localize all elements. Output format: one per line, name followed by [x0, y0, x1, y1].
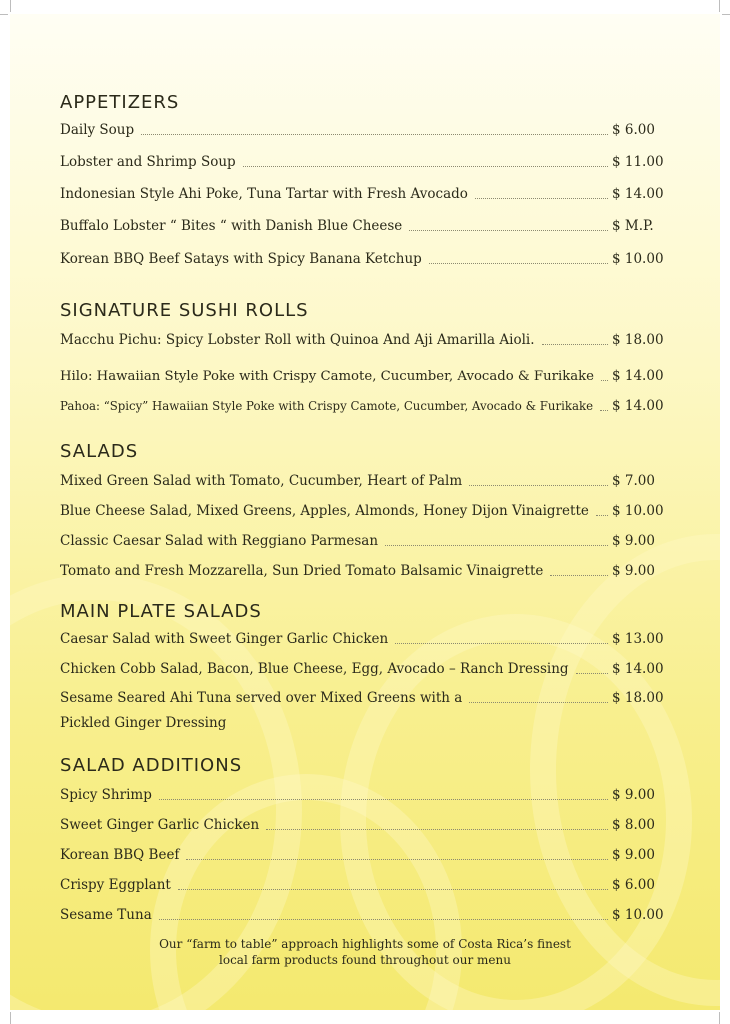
menu-item-name: Sesame Tuna [60, 907, 152, 923]
crop-mark [10, 1012, 11, 1024]
menu-item-price: $ 14.00 [612, 661, 664, 677]
menu-item-name: Lobster and Shrimp Soup [60, 154, 236, 170]
menu-item [60, 503, 670, 525]
menu-item-name: Korean BBQ Beef [60, 847, 180, 863]
menu-item [60, 398, 670, 420]
menu-item-price: $ 7.00 [612, 473, 655, 489]
menu-item-price: $ 9.00 [612, 787, 655, 803]
menu-item-price: $ 10.00 [612, 503, 664, 519]
menu-item-price: $ 14.00 [612, 186, 664, 202]
menu-item-name: Hilo: Hawaiian Style Poke with Crispy Camote, Cucumber, Avocado & Furikake [60, 369, 595, 384]
menu-item [60, 787, 670, 809]
footer-line-1: Our “farm to table” approach highlights some of Costa Rica’s finest [159, 937, 571, 951]
menu-item-name: Daily Soup [60, 122, 135, 138]
section-title-salads: SALADS [60, 441, 139, 462]
menu-item-name: Classic Caesar Salad with Reggiano Parmesan [60, 533, 379, 549]
menu-item-price: $ 13.00 [612, 631, 664, 647]
dotted-leader [159, 919, 608, 920]
crop-mark [722, 14, 730, 15]
dotted-leader [596, 515, 608, 516]
dotted-leader [542, 344, 608, 345]
menu-item-price: $ 14.00 [612, 368, 664, 384]
dotted-leader [395, 643, 608, 644]
menu-item [60, 847, 670, 869]
menu-item-name: Indonesian Style Ahi Poke, Tuna Tartar with Fresh Avocado [60, 186, 468, 202]
dotted-leader [178, 889, 608, 890]
menu-item-price: $ 11.00 [612, 154, 664, 170]
menu-item-name: Pahoa: “Spicy” Hawaiian Style Poke with Crispy Camote, Cucumber, Avocado & Furikake [60, 399, 594, 413]
dotted-leader [141, 134, 608, 135]
menu-item [60, 154, 670, 176]
menu-item [60, 332, 670, 354]
menu-item-price: $ 6.00 [612, 877, 655, 893]
dotted-leader [429, 263, 608, 264]
dotted-leader [550, 575, 608, 576]
menu-item [60, 122, 670, 144]
menu-item-price: $ 6.00 [612, 122, 655, 138]
menu-item-name: Sweet Ginger Garlic Chicken [60, 817, 260, 833]
menu-item-price: $ 9.00 [612, 847, 655, 863]
dotted-leader [159, 799, 608, 800]
menu-item-name: Buffalo Lobster “ Bites “ with Danish Blue Cheese [60, 218, 403, 234]
menu-item [60, 218, 670, 240]
dotted-leader [469, 702, 608, 703]
dotted-leader [243, 166, 608, 167]
menu-item [60, 907, 670, 929]
menu-item [60, 473, 670, 495]
menu-item [60, 631, 670, 653]
dotted-leader [576, 673, 608, 674]
section-title-salad-additions: SALAD ADDITIONS [60, 755, 243, 776]
menu-item [60, 563, 670, 585]
menu-item-price: $ 9.00 [612, 563, 655, 579]
menu-item [60, 661, 670, 683]
section-title-main-plate-salads: MAIN PLATE SALADS [60, 601, 262, 622]
crop-mark [10, 0, 11, 12]
menu-item-price: $ 10.00 [612, 251, 664, 267]
menu-item-name: Crispy Eggplant [60, 877, 171, 893]
menu-footer-note [10, 936, 720, 968]
menu-item-name: Tomato and Fresh Mozzarella, Sun Dried Tomato Balsamic Vinaigrette [60, 563, 544, 579]
menu-item-price: $ 10.00 [612, 907, 664, 923]
dotted-leader [601, 380, 608, 381]
menu-item-price: $ 8.00 [612, 817, 655, 833]
menu-item-name: Macchu Pichu: Spicy Lobster Roll with Quinoa And Aji Amarilla Aioli. [60, 332, 535, 348]
section-title-sushi-rolls: SIGNATURE SUSHI ROLLS [60, 300, 309, 321]
footer-line-2: local farm products found throughout our menu [219, 953, 511, 967]
menu-page [10, 14, 720, 1010]
crop-mark [0, 14, 8, 15]
menu-item-name: Mixed Green Salad with Tomato, Cucumber, Heart of Palm [60, 473, 463, 489]
crop-mark [719, 0, 720, 12]
dotted-leader [600, 410, 608, 411]
menu-item-price: $ 14.00 [612, 398, 664, 414]
menu-item-price: $ M.P. [612, 218, 654, 234]
dotted-leader [469, 485, 608, 486]
menu-item [60, 690, 670, 731]
menu-item-price: $ 9.00 [612, 533, 655, 549]
dotted-leader [186, 859, 608, 860]
menu-item [60, 251, 670, 273]
menu-item-name: Blue Cheese Salad, Mixed Greens, Apples, Almonds, Honey Dijon Vinaigrette [60, 503, 589, 519]
menu-item [60, 186, 670, 208]
dotted-leader [385, 545, 608, 546]
menu-item-name: Sesame Seared Ahi Tuna served over Mixed Greens with a [60, 690, 463, 706]
menu-item-name: Caesar Salad with Sweet Ginger Garlic Chicken [60, 631, 389, 647]
menu-item-price: $ 18.00 [612, 332, 664, 348]
menu-item-name: Korean BBQ Beef Satays with Spicy Banana Ketchup [60, 251, 422, 267]
menu-item-name: Spicy Shrimp [60, 787, 152, 803]
menu-item-name-continued: Pickled Ginger Dressing [60, 715, 227, 731]
menu-item-name: Chicken Cobb Salad, Bacon, Blue Cheese, Egg, Avocado – Ranch Dressing [60, 661, 569, 677]
dotted-leader [266, 829, 608, 830]
section-title-appetizers: APPETIZERS [60, 92, 180, 113]
menu-item [60, 368, 670, 390]
menu-item-price: $ 18.00 [612, 690, 664, 706]
crop-mark [719, 1012, 720, 1024]
menu-item [60, 533, 670, 555]
dotted-leader [475, 198, 608, 199]
dotted-leader [409, 230, 608, 231]
menu-item [60, 877, 670, 899]
menu-item [60, 817, 670, 839]
